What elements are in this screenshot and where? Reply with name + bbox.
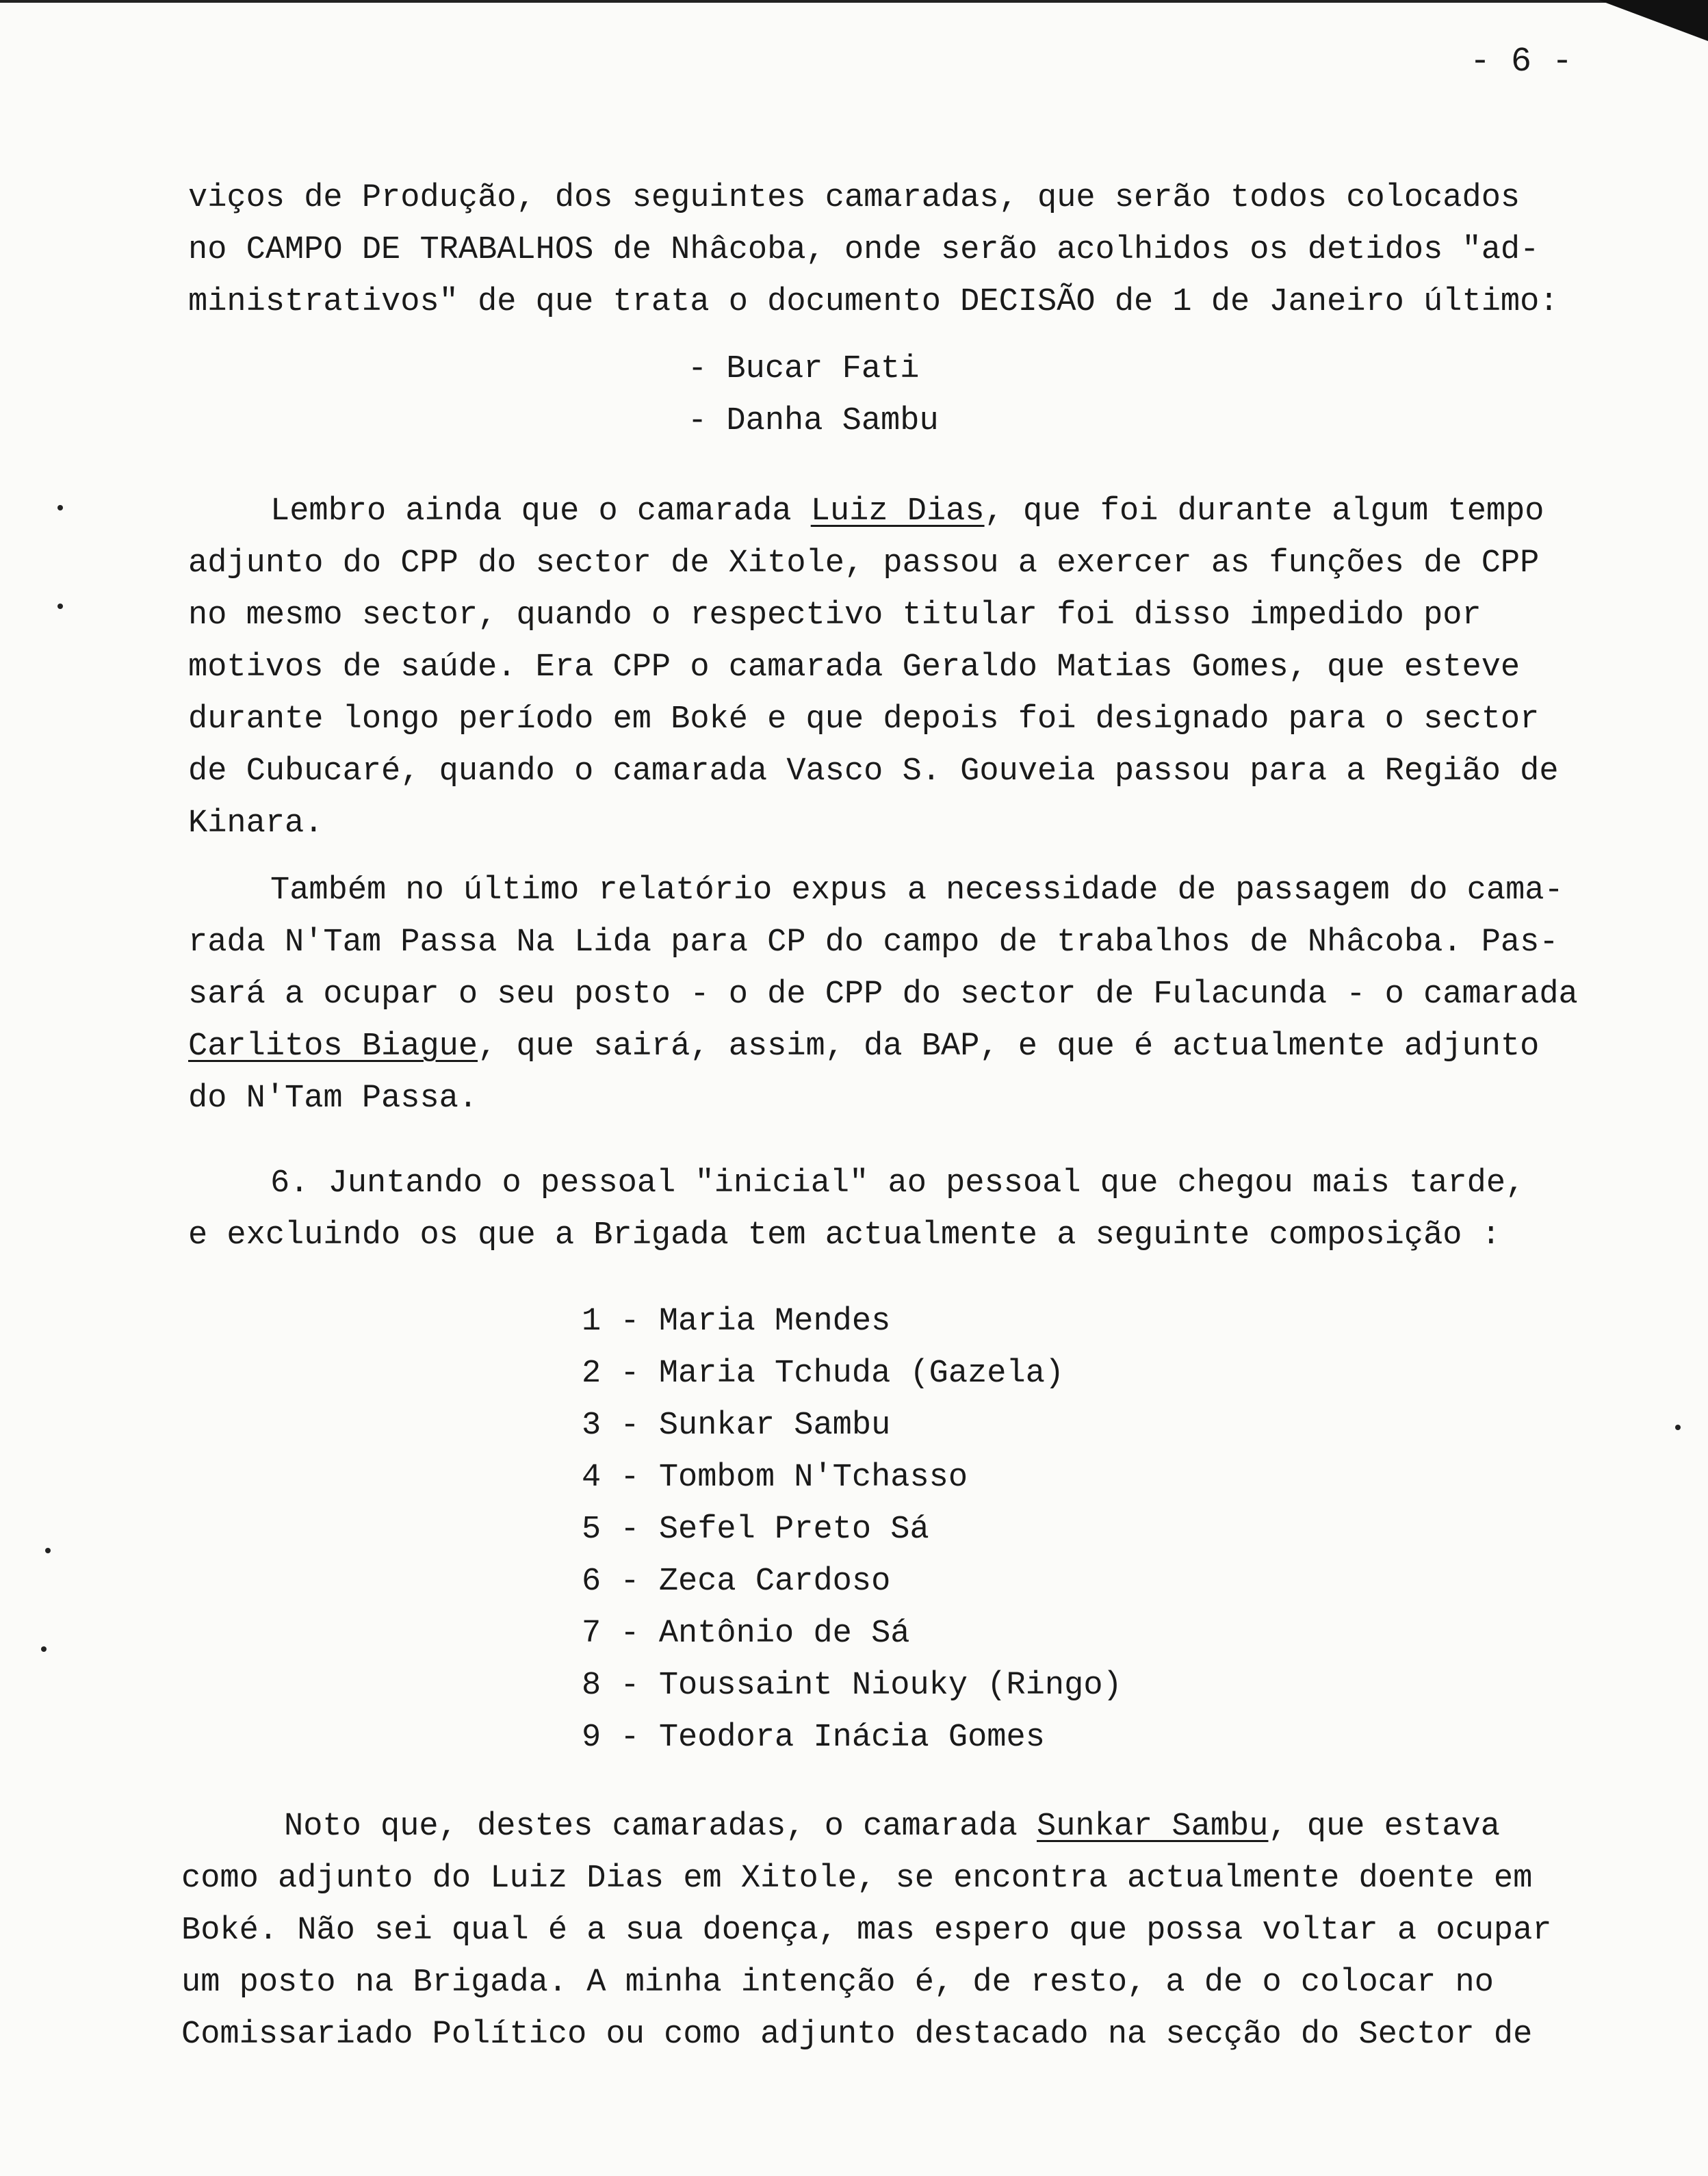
brigade-member: 3 - Sunkar Sambu (582, 1408, 891, 1444)
text-line: Também no último relatório expus a necessidade de passagem do cama- (270, 872, 1564, 909)
text-line: no CAMPO DE TRABALHOS de Nhâcoba, onde serão acolhidos os detidos "ad- (188, 232, 1540, 268)
brigade-member: 8 - Toussaint Niouky (Ringo) (582, 1668, 1122, 1704)
scan-speck (57, 505, 63, 510)
text-line: do N'Tam Passa. (188, 1080, 478, 1117)
list-item: - Danha Sambu (688, 403, 939, 439)
brigade-member: 1 - Maria Mendes (582, 1304, 891, 1340)
text-line: sará a ocupar o seu posto - o de CPP do sector de Fulacunda - o camarada (188, 976, 1578, 1013)
scan-speck (57, 604, 63, 609)
text-line: viços de Produção, dos seguintes camaradas, que serão todos colocados (188, 180, 1521, 216)
text-line: e excluindo os que a Brigada tem actualmente a seguinte composição : (188, 1217, 1501, 1254)
underlined-name: Sunkar Sambu (1036, 1809, 1269, 1845)
brigade-member: 2 - Maria Tchuda (Gazela) (582, 1356, 1065, 1392)
text-line: como adjunto do Luiz Dias em Xitole, se encontra actualmente doente em (181, 1861, 1533, 1897)
scan-speck (41, 1646, 47, 1652)
corner-scan-mark (1599, 0, 1708, 41)
scan-speck (45, 1548, 51, 1553)
top-edge-line (0, 0, 1708, 3)
text-line: 6. Juntando o pessoal "inicial" ao pessoal que chegou mais tarde, (270, 1165, 1525, 1202)
underlined-name: Luiz Dias (810, 493, 985, 530)
text-line: motivos de saúde. Era CPP o camarada Geraldo Matias Gomes, que esteve (188, 649, 1521, 686)
text-line: Lembro ainda que o camarada Luiz Dias, que foi durante algum tempo (270, 493, 1544, 530)
text-line: rada N'Tam Passa Na Lida para CP do campo de trabalhos de Nhâcoba. Pas- (188, 924, 1559, 961)
text-line: um posto na Brigada. A minha intenção é, de resto, a de o colocar no (181, 1965, 1494, 2001)
text-line: no mesmo sector, quando o respectivo titular foi disso impedido por (188, 597, 1481, 634)
text-line: adjunto do CPP do sector de Xitole, passou a exercer as funções de CPP (188, 545, 1540, 582)
text-line: Carlitos Biague, que sairá, assim, da BAP, e que é actualmente adjunto (188, 1028, 1540, 1065)
brigade-member: 7 - Antônio de Sá (582, 1616, 910, 1652)
text-line: Noto que, destes camaradas, o camarada Sunkar Sambu, que estava (284, 1809, 1500, 1845)
text-line: durante longo período em Boké e que depois foi designado para o sector (188, 701, 1540, 738)
text-line: de Cubucaré, quando o camarada Vasco S. Gouveia passou para a Região de (188, 753, 1559, 790)
brigade-member: 5 - Sefel Preto Sá (582, 1512, 929, 1548)
text-line: Boké. Não sei qual é a sua doença, mas espero que possa voltar a ocupar (181, 1913, 1552, 1949)
brigade-member: 4 - Tombom N'Tchasso (582, 1460, 968, 1496)
text-line: ministrativos" de que trata o documento DECISÃO de 1 de Janeiro último: (188, 284, 1559, 320)
brigade-member: 9 - Teodora Inácia Gomes (582, 1720, 1045, 1756)
scan-speck (1675, 1425, 1681, 1430)
brigade-member: 6 - Zeca Cardoso (582, 1564, 891, 1600)
text-line: Comissariado Político ou como adjunto destacado na secção do Sector de (181, 2017, 1533, 2053)
list-item: - Bucar Fati (688, 351, 920, 387)
page-number: - 6 - (1470, 42, 1573, 81)
underlined-name: Carlitos Biague (188, 1028, 478, 1065)
text-line: Kinara. (188, 805, 324, 842)
